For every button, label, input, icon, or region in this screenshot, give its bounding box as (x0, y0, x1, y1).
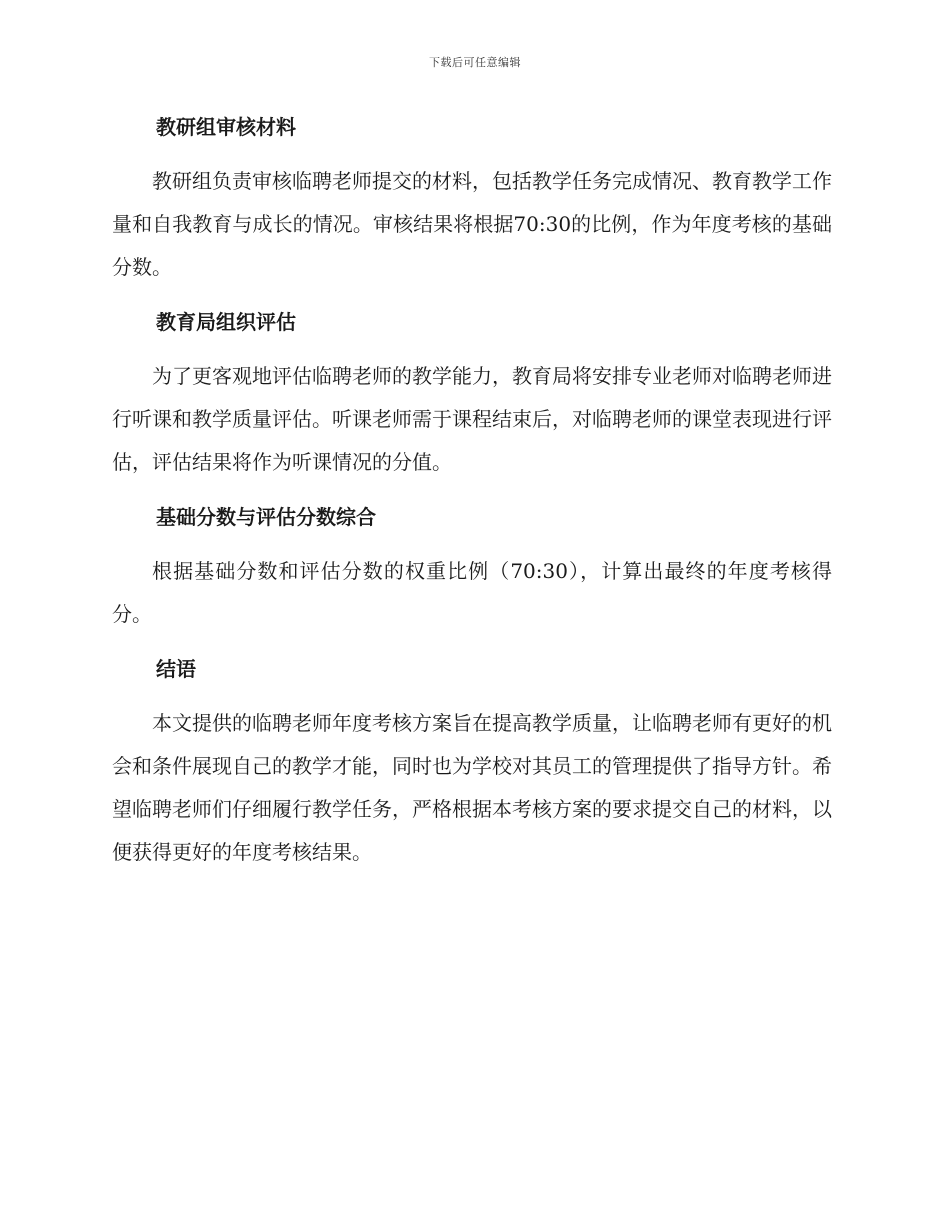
section-bureau-evaluation (112, 303, 832, 484)
document-body (112, 108, 832, 888)
section-material-review (112, 108, 832, 289)
section-heading: 基础分数与评估分数综合 (156, 505, 376, 529)
section-paragraph: 教研组负责审核临聘老师提交的材料，包括教学任务完成情况、教育教学工作量和自我教育与成长的情况。审核结果将根据70:30的比例，作为年度考核的基础分数。 (112, 169, 832, 279)
section-paragraph: 为了更客观地评估临聘老师的教学能力，教育局将安排专业老师对临聘老师进行听课和教学质量评估。听课老师需于课程结束后，对临聘老师的课堂表现进行评估，评估结果将作为听课情况的分值。 (112, 364, 832, 474)
page-header-note: 下载后可任意编辑 (429, 56, 521, 69)
section-paragraph: 本文提供的临聘老师年度考核方案旨在提高教学质量，让临聘老师有更好的机会和条件展现自己的教学才能，同时也为学校对其员工的管理提供了指导方针。希望临聘老师们仔细履行教学任务，严格根据本考核方案的要求提交自己的材料，以便获得更好的年度考核结果。 (112, 711, 832, 864)
section-heading: 结语 (156, 657, 196, 681)
section-score-combination (112, 498, 832, 636)
section-paragraph: 根据基础分数和评估分数的权重比例（70:30），计算出最终的年度考核得分。 (112, 559, 832, 626)
section-heading: 教研组审核材料 (156, 115, 296, 139)
section-heading: 教育局组织评估 (156, 310, 296, 334)
section-conclusion (112, 650, 832, 874)
